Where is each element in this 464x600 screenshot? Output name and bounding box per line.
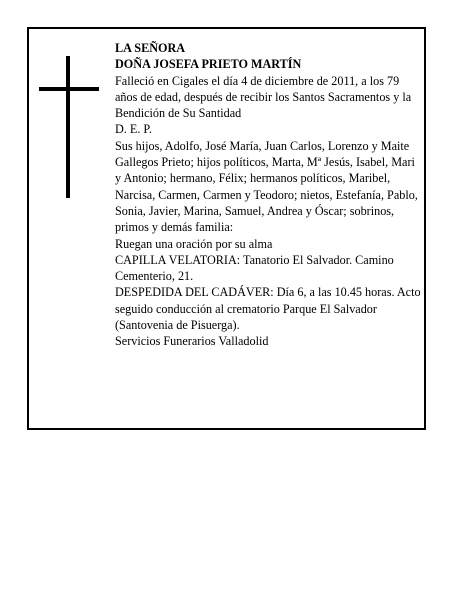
wake-chapel-info: CAPILLA VELATORIA: Tanatorio El Salvador. Camino Cementerio, 21.: [115, 252, 394, 284]
prayer-request: Ruegan una oración por su alma: [115, 236, 273, 251]
cross-horizontal-bar: [39, 87, 99, 91]
notice-body: [115, 40, 421, 350]
deceased-name: DOÑA JOSEFA PRIETO MARTÍN: [115, 57, 302, 72]
obituary-notice: [27, 27, 426, 430]
dep-abbreviation: D. E. P.: [115, 122, 152, 137]
farewell-info: DESPEDIDA DEL CADÁVER: Día 6, a las 10.45 horas. Acto seguido conducción al crematorio Parque El Salvador (Santovenia de Pisuerga).: [115, 285, 421, 333]
cross-vertical-bar: [66, 56, 70, 198]
funeral-services-name: Servicios Funerarios Valladolid: [115, 334, 269, 349]
latin-cross-icon: [39, 56, 99, 198]
death-details: Falleció en Cigales el día 4 de diciembre de 2011, a los 79 años de edad, después de recibir los Santos Sacramentos y la Bendición de Su Santidad: [115, 73, 412, 121]
notice-title: LA SEÑORA: [115, 41, 186, 55]
family-list: Sus hijos, Adolfo, José María, Juan Carlos, Lorenzo y Maite Gallegos Prieto; hijos políticos, Marta, Mª Jesús, Isabel, Mari y Antonio; hermano, Félix; hermanos políticos, Maribel, Narcisa, Carmen, Carmen y Teodoro; nietos, Estefanía, Pablo, Sonia, Javier, Marina, Samuel, Andrea y Óscar; sobrinos, primos y demás familia:: [115, 138, 418, 235]
